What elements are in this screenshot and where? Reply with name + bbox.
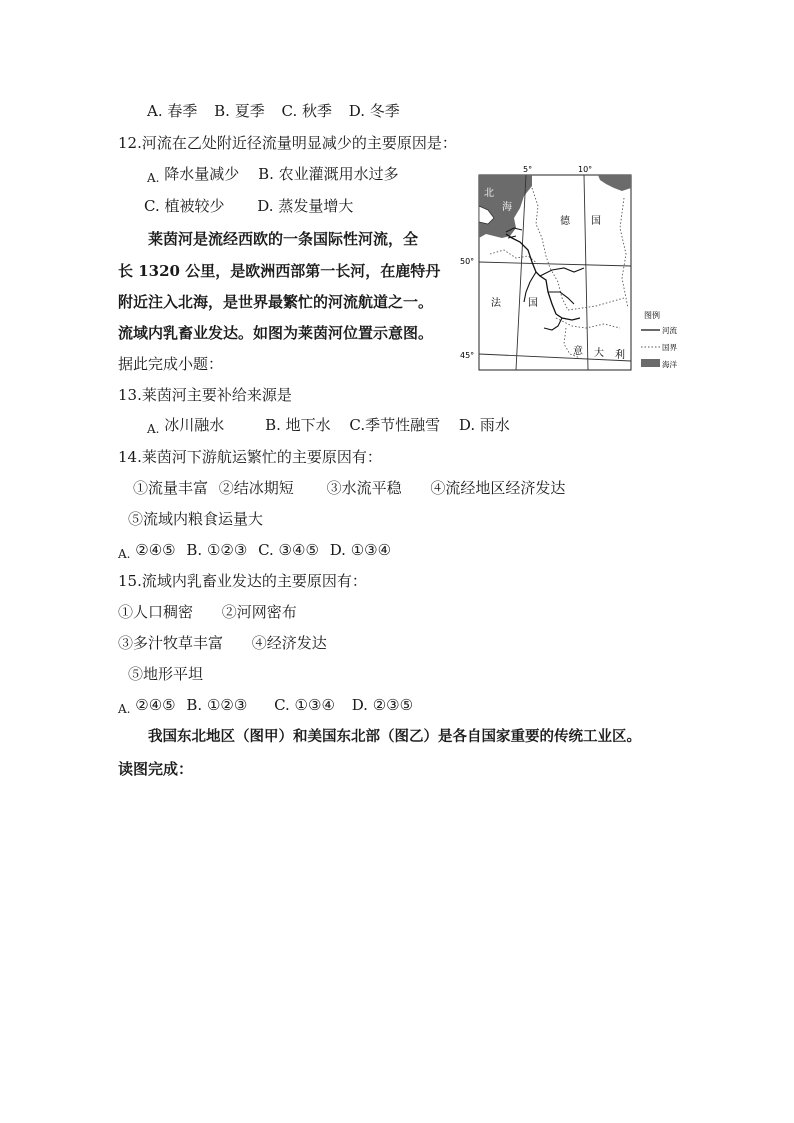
label-italy-3: 利 (615, 350, 625, 361)
q12-options-row2 (144, 196, 353, 216)
q15-option-c[interactable]: C. ①③④ (274, 696, 335, 714)
label-germany-1: 德 (560, 216, 570, 227)
q15-item-1: ①人口稠密 (118, 603, 194, 621)
label-north-sea-2: 海 (502, 202, 512, 213)
final-line-1: 我国东北地区（图甲）和美国东北部（图乙）是各自国家重要的传统工业区。 (148, 728, 641, 745)
q14-option-a-label: A. (118, 547, 131, 561)
label-lat-50: 50° (460, 257, 475, 266)
q13-option-a[interactable] (147, 415, 224, 439)
q14-item-1: ①流量丰富 (133, 479, 209, 497)
q13-options (147, 415, 510, 439)
q11-option-b[interactable]: B. 夏季 (214, 102, 265, 120)
q15-option-a-text: ②④⑤ (135, 696, 176, 714)
q15-items-row2 (118, 633, 327, 653)
q15-item-5: ⑤地形平坦 (128, 665, 204, 683)
q15-stem: 15.流域内乳畜业发达的主要原因有： (118, 572, 367, 590)
q11-options (147, 101, 400, 121)
label-lon-10: 10° (578, 165, 593, 174)
q14-option-a[interactable] (118, 540, 176, 564)
q15-option-a[interactable] (118, 695, 176, 719)
legend-ocean-swatch (641, 359, 660, 367)
passage-line-3: 附近注入北海，是世界最繁忙的河流航道之一。 (118, 293, 434, 311)
q15-option-a-label: A. (118, 702, 131, 716)
q13-option-a-text: 冰川融水 (164, 416, 225, 434)
q12-option-c-label: C. (144, 197, 160, 215)
passage-line-2: 长 1320 公里，是欧洲西部第一长河，在鹿特丹 (118, 262, 441, 280)
q14-option-c[interactable]: C. ③④⑤ (258, 541, 319, 559)
q15-item-4: ④经济发达 (251, 634, 327, 652)
q14-option-a-text: ②④⑤ (135, 541, 176, 559)
q13-option-c[interactable]: C.季节性融雪 (349, 416, 441, 434)
passage-line-5: 据此完成小题： (118, 355, 224, 373)
q13-option-d[interactable]: D. 雨水 (458, 416, 510, 434)
final-line-2: 读图完成： (118, 760, 194, 778)
q12-option-a-text: 降水量减少 (164, 165, 240, 183)
legend-ocean: 海洋 (662, 360, 677, 369)
rhine-location-map (460, 158, 677, 372)
q12-option-c-text: 植被较少 (164, 197, 225, 215)
passage-line-4: 流域内乳畜业发达。如图为莱茵河位置示意图。 (118, 324, 434, 342)
legend-border: 国界 (662, 343, 677, 352)
label-italy-1: 意 (573, 346, 583, 357)
q11-option-a[interactable]: A. 春季 (147, 102, 198, 120)
legend-river: 河流 (662, 326, 677, 335)
q15-items-row1 (118, 602, 297, 622)
q14-item-3: ③水流平稳 (326, 479, 402, 497)
q13-option-b[interactable]: B. 地下水 (265, 416, 331, 434)
q11-option-d[interactable]: D. 冬季 (348, 102, 400, 120)
q14-options (118, 540, 391, 564)
q14-option-b[interactable]: B. ①②③ (186, 541, 248, 559)
q12-option-b[interactable] (258, 164, 399, 184)
q12-option-c[interactable] (144, 196, 225, 216)
q12-option-d[interactable] (257, 196, 353, 216)
q15-option-b[interactable]: B. ①②③ (186, 696, 248, 714)
legend-title: 图例 (644, 311, 660, 320)
q12-option-d-text: 蒸发量增大 (278, 197, 354, 215)
q13-option-a-label: A. (147, 422, 160, 436)
q15-options (118, 695, 413, 719)
q15-item-2: ②河网密布 (221, 603, 297, 621)
q13-stem: 13.莱茵河主要补给来源是 (118, 386, 292, 404)
q12-options-row1 (147, 164, 399, 188)
q14-stem: 14.莱茵河下游航运繁忙的主要原因有： (118, 448, 382, 466)
q14-item-2: ②结冰期短 (218, 479, 294, 497)
q12-option-b-label: B. (258, 165, 274, 183)
label-lat-45: 45° (460, 351, 475, 360)
q12-option-b-text: 农业灌溉用水过多 (278, 165, 399, 183)
label-germany-2: 国 (591, 216, 601, 227)
q12-option-a-label: A. (147, 171, 160, 185)
q15-item-3: ③多汁牧草丰富 (118, 634, 224, 652)
passage-line-1: 莱茵河是流经西欧的一条国际性河流，全 (148, 230, 419, 248)
q15-option-d[interactable]: D. ②③⑤ (351, 696, 414, 714)
label-france-1: 法 (491, 298, 501, 309)
label-lon-5: 5° (523, 165, 533, 174)
label-france-2: 国 (528, 298, 538, 309)
q14-item-4: ④流经地区经济发达 (430, 479, 566, 497)
q12-option-a[interactable] (147, 164, 239, 188)
label-north-sea-1: 北 (484, 188, 494, 199)
q11-option-c[interactable]: C. 秋季 (281, 102, 332, 120)
q12-option-d-label: D. (257, 197, 274, 215)
q14-items-row1 (133, 478, 565, 498)
label-italy-2: 大 (594, 348, 604, 359)
q14-item-5: ⑤流域内粮食运量大 (128, 510, 264, 528)
q12-stem: 12.河流在乙处附近径流量明显减少的主要原因是： (118, 134, 457, 152)
q14-option-d[interactable]: D. ①③④ (329, 541, 392, 559)
